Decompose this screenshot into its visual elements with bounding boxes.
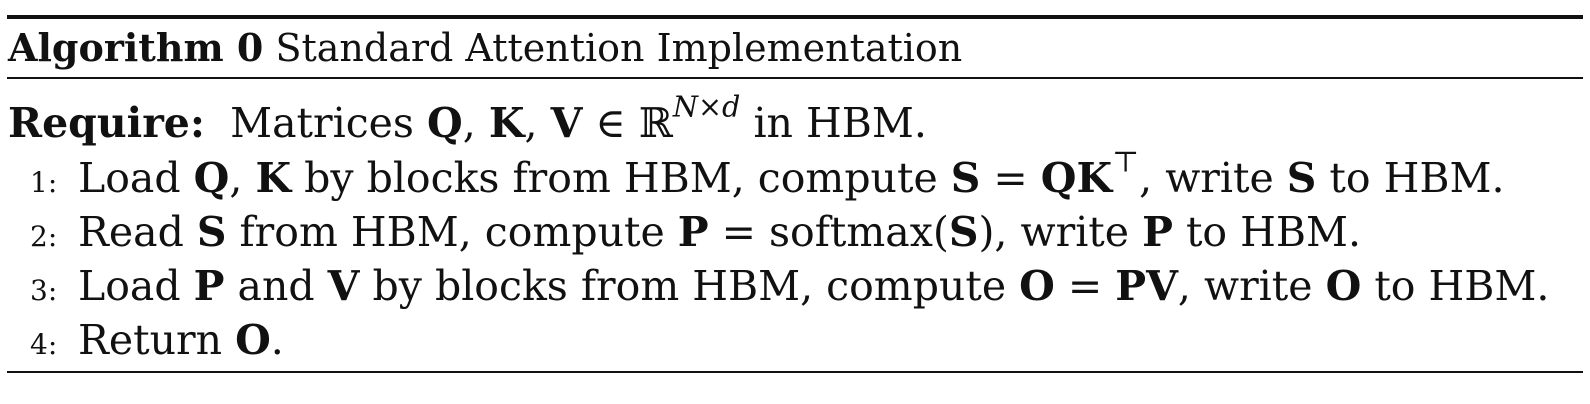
algorithm-step xyxy=(30,315,284,370)
step-text: . xyxy=(270,316,284,364)
step-math: P xyxy=(193,262,225,310)
require-text: Matrices xyxy=(230,99,414,147)
require-line xyxy=(8,89,927,148)
step-math: S xyxy=(196,208,227,256)
algorithm-label: Algorithm 0 xyxy=(8,25,264,70)
require-domain: ∈ ℝ xyxy=(582,99,673,147)
step-text: = xyxy=(980,154,1041,202)
step-number: 4: xyxy=(30,328,58,361)
step-math: S xyxy=(1286,154,1317,202)
algorithm-step xyxy=(30,207,1361,262)
step-number: 3: xyxy=(30,274,58,307)
step-math: P xyxy=(1142,208,1173,256)
step-text: to HBM. xyxy=(1361,262,1550,310)
algorithm-step xyxy=(30,261,1549,316)
title-rule xyxy=(7,77,1583,79)
step-text: Read xyxy=(78,208,197,256)
step-text: , xyxy=(229,154,243,202)
step-text: , write xyxy=(1139,154,1287,202)
step-math: O xyxy=(1019,262,1055,310)
step-text: Load xyxy=(78,154,194,202)
matrix-q: Q xyxy=(427,99,463,147)
require-dimension: N×d xyxy=(672,89,741,124)
algorithm-step xyxy=(30,144,1505,208)
require-comma: , xyxy=(524,99,538,147)
algorithm-title xyxy=(8,24,962,72)
step-math: PV xyxy=(1115,262,1178,310)
step-text: and xyxy=(224,262,328,310)
step-math: QK xyxy=(1040,154,1113,202)
transpose-symbol: ⊤ xyxy=(1112,144,1140,179)
step-text: to HBM. xyxy=(1316,154,1505,202)
bottom-rule xyxy=(7,371,1583,373)
step-math: O xyxy=(235,316,271,364)
step-text: = xyxy=(1054,262,1116,310)
step-math: S xyxy=(950,154,981,202)
algorithm-name: Standard Attention Implementation xyxy=(275,26,963,70)
step-text: ), write xyxy=(978,208,1143,256)
step-text: = softmax( xyxy=(708,208,949,256)
step-text: Return xyxy=(78,316,236,364)
require-label: Require: xyxy=(8,99,206,147)
require-location: in HBM. xyxy=(740,99,927,147)
step-text: from HBM, compute xyxy=(226,208,678,256)
step-math: O xyxy=(1325,262,1362,310)
step-number: 2: xyxy=(30,220,58,253)
step-text: by blocks from HBM, compute xyxy=(359,262,1020,310)
step-text: by blocks from HBM, compute xyxy=(291,154,951,202)
matrix-k: K xyxy=(488,99,525,147)
step-text: , write xyxy=(1177,262,1326,310)
step-text: to HBM. xyxy=(1172,208,1362,256)
step-number: 1: xyxy=(30,166,58,199)
step-math: S xyxy=(948,208,979,256)
step-text: Load xyxy=(78,262,194,310)
top-rule xyxy=(7,15,1583,19)
step-math: P xyxy=(677,208,709,256)
matrix-v: V xyxy=(550,99,583,147)
require-comma: , xyxy=(462,99,476,147)
step-math: Q xyxy=(193,154,230,202)
step-math: V xyxy=(327,262,360,310)
step-math: K xyxy=(255,154,292,202)
